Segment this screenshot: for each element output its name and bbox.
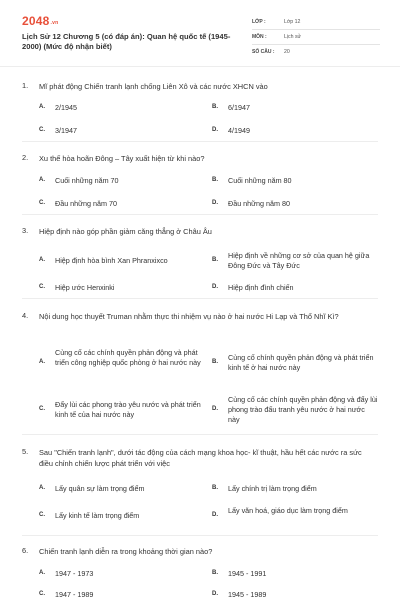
option-letter: C. — [39, 406, 45, 412]
option-letter: A. — [39, 257, 45, 263]
meta-value: Lớp 12 — [284, 19, 301, 25]
option-text: 1947 - 1973 — [55, 569, 94, 578]
option-letter: A. — [39, 570, 45, 576]
option-text: 4/1949 — [228, 126, 250, 135]
option-text: Củng cố các chính quyền phản động và phát triển công nghiệp quốc phòng ở hai nước này — [55, 348, 201, 367]
meta-row-class — [252, 15, 380, 30]
question-number: 5. — [22, 447, 29, 456]
option-letter: D. — [212, 284, 218, 290]
option-text: Cuối những năm 70 — [55, 176, 119, 185]
option-text: 6/1947 — [228, 103, 250, 112]
question-text: Chiến tranh lạnh diễn ra trong khoảng thời gian nào? — [39, 547, 213, 556]
option-text: Lấy chính trị làm trọng điểm — [228, 484, 317, 493]
option-letter: C. — [39, 200, 45, 206]
logo-main: 2048 — [22, 14, 50, 28]
option-letter: C. — [39, 591, 45, 597]
question-text: Sau "Chiến tranh lạnh", dưới tác động của cách mạng khoa học- kĩ thuật, hầu hết các nước ra sức điều chỉnh chiến lược phát triển với việc — [39, 448, 362, 468]
option-letter: D. — [212, 127, 218, 133]
header-divider — [0, 66, 400, 67]
meta-label: SỐ CÂU : — [252, 49, 275, 55]
option-text: Cuối những năm 80 — [228, 176, 292, 185]
question-text: Nội dung học thuyết Truman nhằm thực thi nhiệm vụ nào ở hai nước Hi Lạp và Thổ Nhĩ Kì? — [39, 312, 339, 321]
option-text: Lấy quân sự làm trọng điểm — [55, 484, 145, 493]
meta-table — [252, 15, 380, 60]
question-number: 3. — [22, 226, 29, 235]
option-text: Đẩy lùi các phong trào yêu nước và phát triển kinh tế của hai nước này — [55, 400, 201, 419]
option-letter: B. — [212, 104, 218, 110]
option-letter: A. — [39, 359, 45, 365]
document-title: Lịch Sử 12 Chương 5 (có đáp án): Quan hệ quốc tế (1945-2000) (Mức độ nhận biết) — [22, 32, 231, 51]
option-letter: B. — [212, 570, 218, 576]
question-text: Xu thế hòa hoãn Đông – Tây xuất hiện từ khi nào? — [39, 154, 205, 163]
question-divider — [22, 434, 378, 435]
option-text: 1945 - 1991 — [228, 569, 267, 578]
option-letter: B. — [212, 177, 218, 183]
option-letter: D. — [212, 406, 218, 412]
option-letter: B. — [212, 257, 218, 263]
question-text: Hiệp định nào góp phần giảm căng thẳng ở Châu Âu — [39, 227, 212, 236]
option-text: Hiệp định về những cơ sở của quan hệ giữa Đông Đức và Tây Đức — [228, 251, 370, 270]
question-text: Mĩ phát động Chiến tranh lạnh chống Liên Xô và các nước XHCN vào — [39, 82, 268, 91]
option-letter: C. — [39, 284, 45, 290]
question-divider — [22, 141, 378, 142]
option-text: Lấy văn hoá, giáo dục làm trọng điểm — [228, 506, 348, 515]
meta-label: LỚP : — [252, 19, 266, 25]
question-number: 1. — [22, 81, 29, 90]
option-text: Lấy kinh tế làm trọng điểm — [55, 511, 140, 520]
option-letter: B. — [212, 485, 218, 491]
option-text: 1947 - 1989 — [55, 590, 94, 599]
option-letter: A. — [39, 177, 45, 183]
question-divider — [22, 214, 378, 215]
option-text: Đầu những năm 80 — [228, 199, 290, 208]
question-number: 2. — [22, 153, 29, 162]
option-text: 2/1945 — [55, 103, 77, 112]
meta-label: MÔN : — [252, 34, 267, 40]
option-letter: C. — [39, 127, 45, 133]
option-letter: B. — [212, 359, 218, 365]
question-divider — [22, 298, 378, 299]
option-letter: D. — [212, 200, 218, 206]
option-letter: D. — [212, 591, 218, 597]
meta-value: Lịch sử — [284, 34, 302, 40]
option-text: Củng cố chính quyền phản động và phát triển kinh tế ở hai nước này — [228, 353, 374, 372]
meta-value: 20 — [284, 49, 290, 55]
meta-row-count — [252, 45, 380, 60]
option-text: Củng cố các chính quyền phản động và đẩy lùi phong trào đấu tranh yêu nước ở hai nước này — [228, 395, 378, 424]
option-text: Đầu những năm 70 — [55, 199, 117, 208]
site-logo[interactable] — [22, 14, 58, 28]
option-text: Hiệp ước Henxinki — [55, 283, 115, 292]
meta-row-subject — [252, 30, 380, 45]
option-letter: D. — [212, 512, 218, 518]
question-number: 6. — [22, 546, 29, 555]
question-divider — [22, 535, 378, 536]
option-text: Hiệp định hòa bình Xan Phranxixco — [55, 256, 168, 265]
option-letter: C. — [39, 512, 45, 518]
logo-suffix: .vn — [50, 20, 59, 26]
option-text: 3/1947 — [55, 126, 77, 135]
document-header — [0, 0, 400, 66]
option-letter: A. — [39, 104, 45, 110]
option-text: 1945 - 1989 — [228, 590, 267, 599]
option-letter: A. — [39, 485, 45, 491]
question-number: 4. — [22, 311, 29, 320]
option-text: Hiệp định đình chiến — [228, 283, 294, 292]
